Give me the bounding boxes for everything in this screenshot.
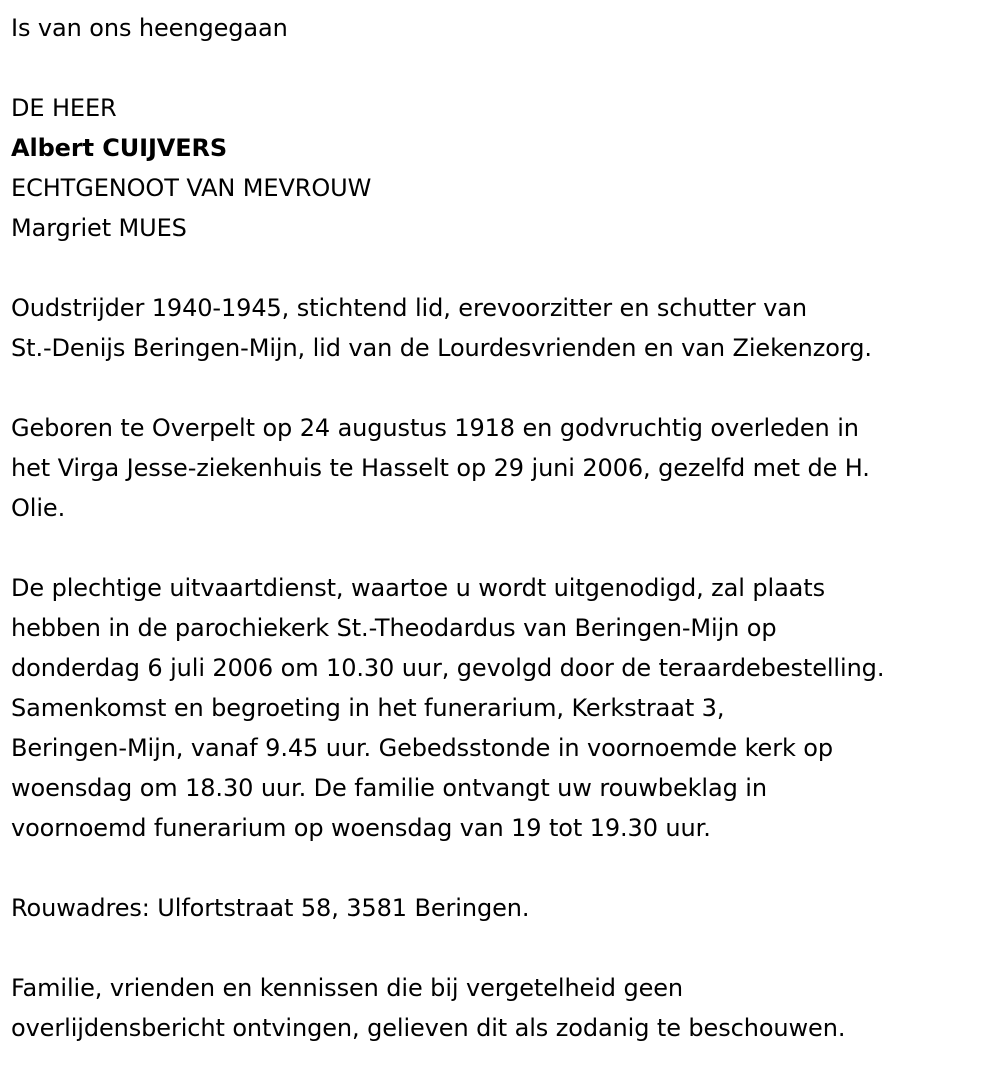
deceased-name: Albert CUIJVERS <box>11 134 228 162</box>
spacer <box>11 528 1000 568</box>
biography-paragraph <box>11 288 1000 368</box>
birth-death-line: Olie. <box>11 494 66 522</box>
funeral-line: De plechtige uitvaartdienst, waartoe u wordt uitgenodigd, zal plaats <box>11 574 826 602</box>
funeral-line: woensdag om 18.30 uur. De familie ontvangt uw rouwbeklag in <box>11 774 767 802</box>
closing-line: Familie, vrienden en kennissen die bij vergetelheid geen <box>11 974 684 1002</box>
funeral-line: voornoemd funerarium op woensdag van 19 tot 19.30 uur. <box>11 814 711 842</box>
spouse-name: Margriet MUES <box>11 214 187 242</box>
funeral-line: Samenkomst en begroeting in het funerarium, Kerkstraat 3, <box>11 694 725 722</box>
spacer <box>11 368 1000 408</box>
funeral-line: Beringen-Mijn, vanaf 9.45 uur. Gebedsstonde in voornoemde kerk op <box>11 734 834 762</box>
biography-line: St.-Denijs Beringen-Mijn, lid van de Lourdesvrienden en van Ziekenzorg. <box>11 334 872 362</box>
spacer <box>11 928 1000 968</box>
funeral-paragraph <box>11 568 1000 848</box>
intro-text: Is van ons heengegaan <box>11 14 288 42</box>
biography-line: Oudstrijder 1940-1945, stichtend lid, erevoorzitter en schutter van <box>11 294 807 322</box>
birth-death-line: het Virga Jesse-ziekenhuis te Hasselt op 29 juni 2006, gezelfd met de H. <box>11 454 870 482</box>
spacer <box>11 248 1000 288</box>
birth-death-line: Geboren te Overpelt op 24 augustus 1918 en godvruchtig overleden in <box>11 414 859 442</box>
funeral-line: donderdag 6 juli 2006 om 10.30 uur, gevolgd door de teraardebestelling. <box>11 654 885 682</box>
closing-line: overlijdensbericht ontvingen, gelieven dit als zodanig te beschouwen. <box>11 1014 846 1042</box>
birth-death-paragraph <box>11 408 1000 528</box>
mourning-address: Rouwadres: Ulfortstraat 58, 3581 Beringen. <box>11 894 530 922</box>
title-prefix: DE HEER <box>11 94 117 122</box>
spouse-label: ECHTGENOOT VAN MEVROUW <box>11 174 372 202</box>
spacer <box>11 848 1000 888</box>
closing-paragraph <box>11 968 1000 1048</box>
funeral-line: hebben in de parochiekerk St.-Theodardus van Beringen-Mijn op <box>11 614 777 642</box>
spacer <box>11 48 1000 88</box>
